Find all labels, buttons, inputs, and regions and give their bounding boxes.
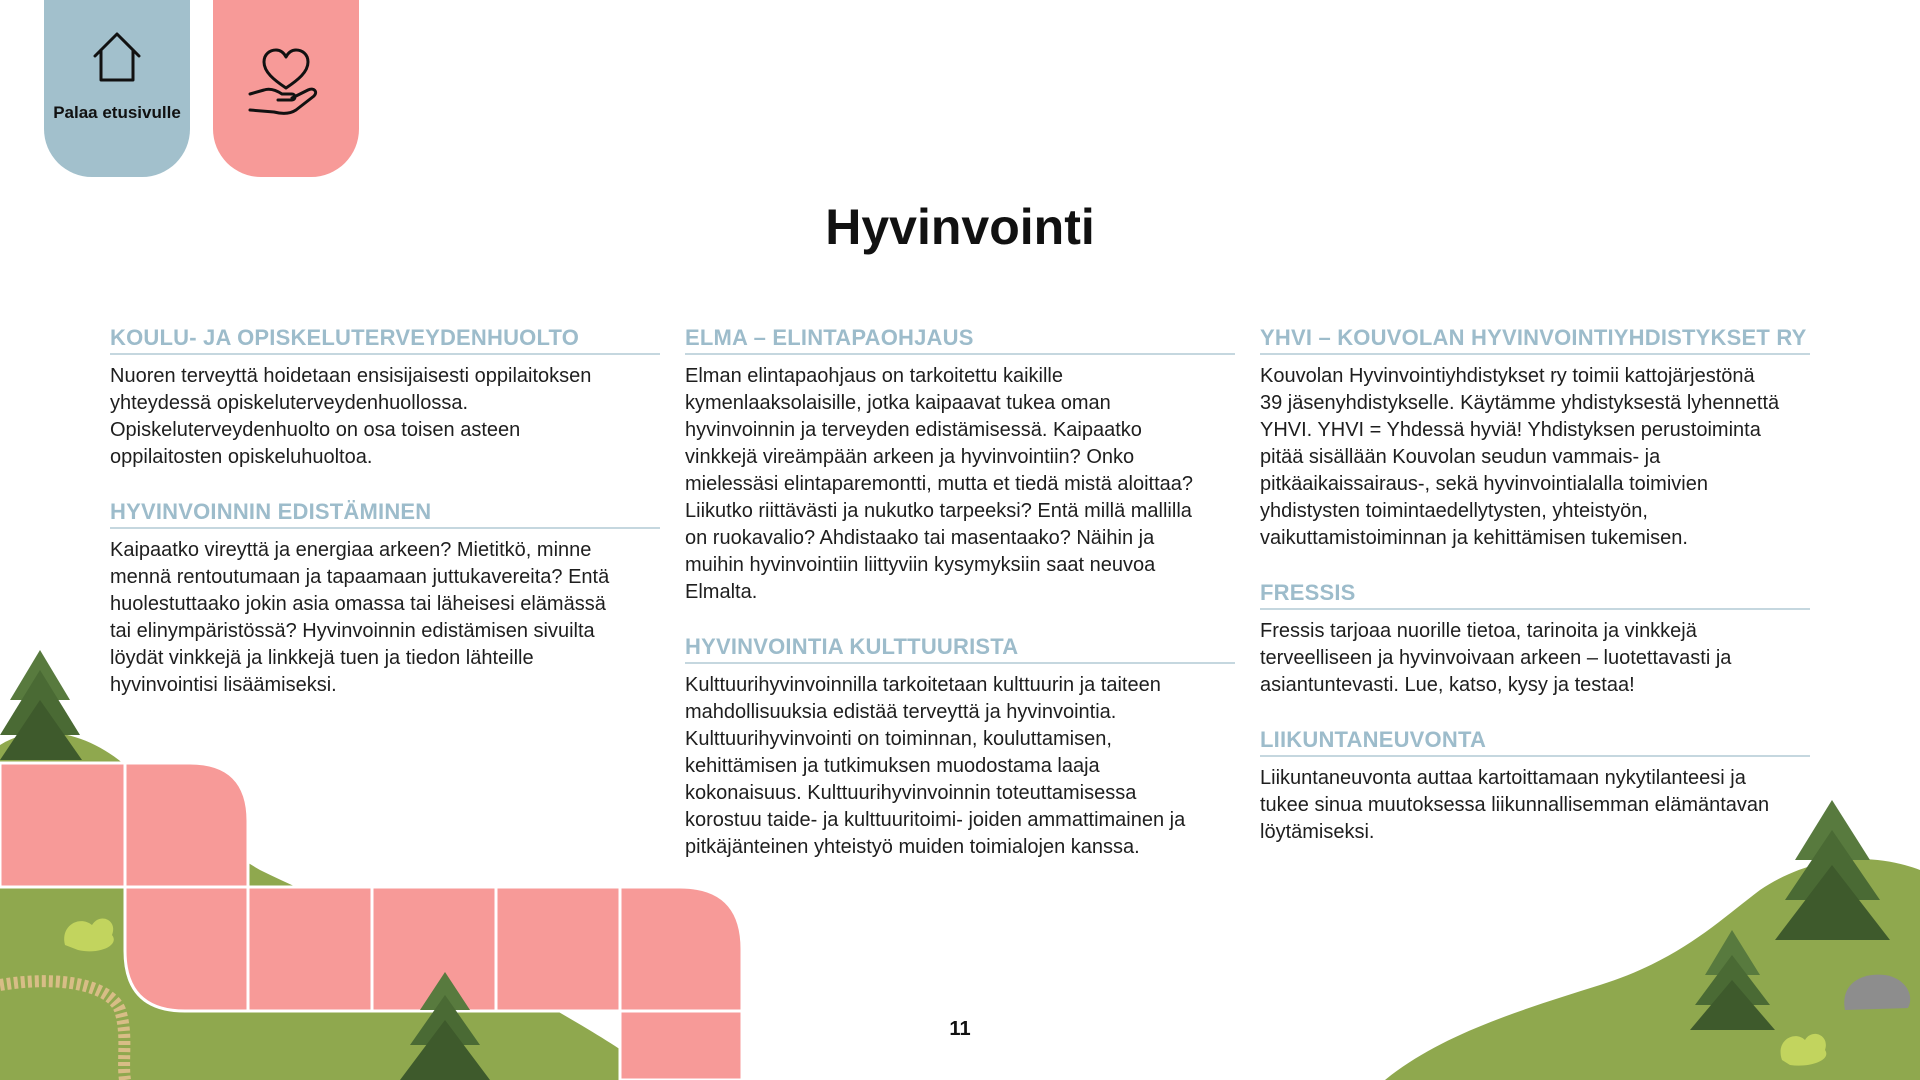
page-title: Hyvinvointi bbox=[825, 199, 1095, 255]
house-icon bbox=[89, 28, 145, 86]
section-yhvi bbox=[1260, 325, 1810, 552]
home-tab-label: Palaa etusivulle bbox=[53, 103, 181, 122]
section-koulu bbox=[110, 325, 660, 471]
rock bbox=[1844, 975, 1910, 1010]
section-body: Liikuntaneuvonta auttaa kartoittamaan nykytilanteesi ja tukee sinua muutoksessa liikunnallisemman elämäntavan löytämiseksi. bbox=[1260, 767, 1770, 843]
bush-left bbox=[64, 918, 114, 951]
content-column-3 bbox=[1260, 325, 1810, 874]
content-column-2 bbox=[685, 325, 1235, 889]
section-heading[interactable]: HYVINVOINNIN EDISTÄMINEN bbox=[110, 499, 660, 529]
page-number: 11 bbox=[949, 1018, 971, 1040]
section-heading[interactable]: LIIKUNTANEUVONTA bbox=[1260, 727, 1810, 757]
section-heading[interactable]: KOULU- JA OPISKELUTERVEYDENHUOLTO bbox=[110, 325, 660, 355]
section-body: Kulttuurihyvinvoinnilla tarkoitetaan kulttuurin ja taiteen mahdollisuuksia edistää terveyttä ja hyvinvointia. Kulttuurihyvinvointi on toiminnan, kouluttamisen, kehittämisen ja tutkimuksen muodostama laaja kokonaisuus. Kulttuurihyvinvoinnin toteuttamisessa korostuu taide- ja kulttuuritoimi- joiden ammattimainen ja pitkäjänteinen yhteistyö muiden toimialojen kanssa. bbox=[685, 674, 1186, 858]
section-heading[interactable]: YHVI – KOUVOLAN HYVINVOINTIYHDISTYKSET RY bbox=[1260, 325, 1810, 355]
home-tab-button[interactable] bbox=[44, 0, 190, 177]
section-elma bbox=[685, 325, 1235, 606]
right-hill bbox=[1385, 859, 1920, 1080]
section-body: Nuoren terveyttä hoidetaan ensisijaisesti oppilaitoksen yhteydessä opiskeluterveydenhuollossa. Opiskeluterveydenhuolto on osa toisen asteen oppilaitosten opiskeluhuoltoa. bbox=[110, 365, 592, 468]
section-liikuntaneuvonta bbox=[1260, 727, 1810, 846]
section-fressis bbox=[1260, 580, 1810, 699]
section-kulttuuri bbox=[685, 634, 1235, 861]
wellbeing-tab-button[interactable] bbox=[213, 0, 359, 177]
section-body: Fressis tarjoaa nuorille tietoa, tarinoita ja vinkkejä terveelliseen ja hyvinvoivaan arkeen – luotettavasti ja asiantuntevasti. Lue, katso, kysy ja testaa! bbox=[1260, 620, 1732, 696]
section-hyvinvoinnin-edistaminen bbox=[110, 499, 660, 699]
section-body: Elman elintapaohjaus on tarkoitettu kaikille kymenlaaksolaisille, jotka kaipaavat tukea oman hyvinvoinnin ja terveyden edistämisessä. Kaipaatko vinkkejä vireämpään arkeen ja hyvinvointiin? Onko mielessäsi elintaparemontti, mutta et tiedä mistä aloittaa? Liikutko riittävästi ja nukutko tarpeeksi? Entä millä mallilla on ruokavalio? Ahdistaako tai masentaako? Näihin ja muihin hyvinvointiin liittyviin kysymyksiin saat neuvoa Elmalta. bbox=[685, 365, 1194, 603]
section-body: Kouvolan Hyvinvointiyhdistykset ry toimii kattojärjestönä 39 jäsenyhdistykselle. Käytämme yhdistyksestä lyhennettä YHVI. YHVI = Yhdessä hyviä! Yhdistyksen perustoiminta pitää sisällään Kouvolan seudun vammais- ja pitkäaikaissairaus-, sekä hyvinvointialalla toimivien yhdistysten toimintaedellytysten, yhteistyön, vaikuttamistoiminnan ja kehittämisen tukemisen. bbox=[1260, 365, 1780, 549]
heart-hand-icon bbox=[246, 44, 326, 120]
section-body: Kaipaatko vireyttä ja energiaa arkeen? Mietitkö, minne mennä rentoutumaan ja tapaamaan juttukavereita? Entä huolestuttaako jokin asia omassa tai läheisesi elämässä tai elinympäristössä? Hyvinvoinnin edistämisen sivuilta löydät vinkkejä ja linkkejä tuen ja tiedon lähteille hyvinvointisi lisäämiseksi. bbox=[110, 539, 610, 696]
section-heading[interactable]: ELMA – ELINTAPAOHJAUS bbox=[685, 325, 1235, 355]
content-column-1 bbox=[110, 325, 660, 727]
tree-right-small bbox=[1690, 930, 1775, 1030]
section-heading[interactable]: FRESSIS bbox=[1260, 580, 1810, 610]
section-heading[interactable]: HYVINVOINTIA KULTTUURISTA bbox=[685, 634, 1235, 664]
tree-left bbox=[0, 650, 82, 760]
